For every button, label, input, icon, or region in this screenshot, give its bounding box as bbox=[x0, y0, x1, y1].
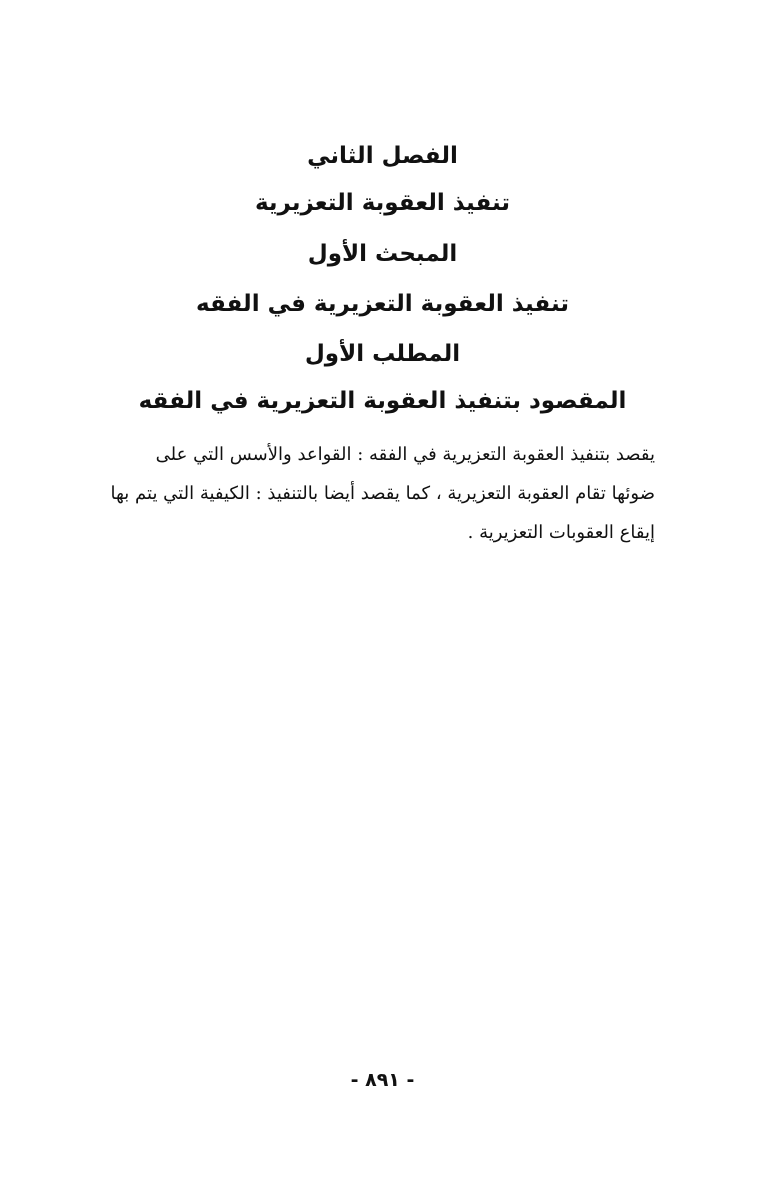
chapter-title: تنفيذ العقوبة التعزيرية bbox=[254, 190, 511, 216]
body-paragraph bbox=[110, 435, 655, 552]
section-heading: المبحث الأول bbox=[307, 241, 458, 267]
paragraph-line: يقصد بتنفيذ العقوبة التعزيرية في الفقه : القواعد والأسس التي على bbox=[155, 444, 655, 465]
chapter-heading: الفصل الثاني bbox=[307, 143, 458, 169]
page-number: - ٨٩١ - bbox=[350, 1069, 415, 1091]
section-title: تنفيذ العقوبة التعزيرية في الفقه bbox=[196, 291, 569, 317]
subsection-title: المقصود بتنفيذ العقوبة التعزيرية في الفقه bbox=[138, 388, 627, 414]
subsection-heading: المطلب الأول bbox=[304, 341, 461, 367]
paragraph-line: ضوئها تقام العقوبة التعزيرية ، كما يقصد أيضا بالتنفيذ : الكيفية التي يتم بها bbox=[110, 483, 655, 504]
paragraph-line: إيقاع العقوبات التعزيرية . bbox=[467, 522, 655, 543]
